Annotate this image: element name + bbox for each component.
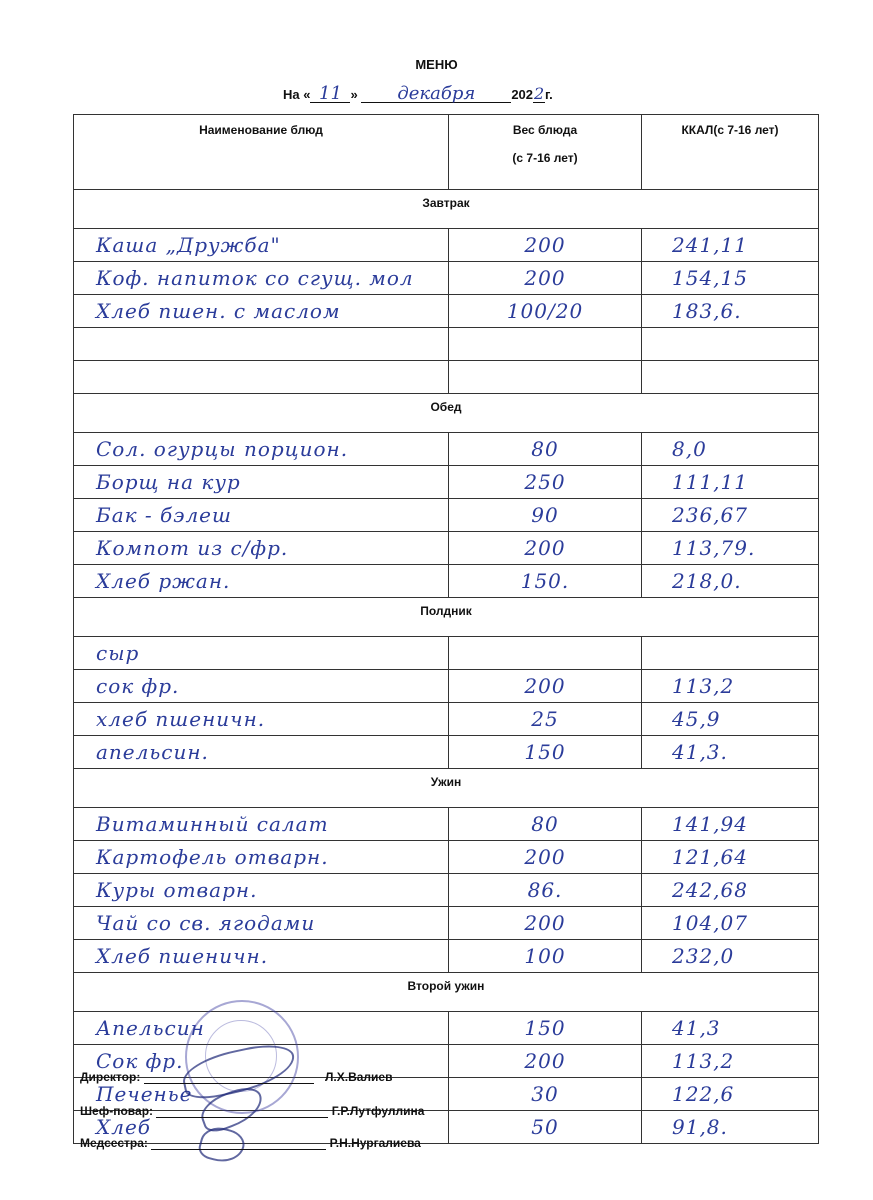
- table-row: [74, 670, 819, 703]
- dish-weight: 150.: [449, 565, 642, 598]
- dish-name: Борщ на кур: [74, 466, 449, 499]
- table-row: [74, 637, 819, 670]
- dish-name: сыр: [74, 637, 449, 670]
- dish-kcal: 121,64: [642, 841, 819, 874]
- table-row: [74, 295, 819, 328]
- date-prefix: На «: [283, 87, 311, 102]
- section-title-breakfast: Завтрак: [74, 190, 819, 229]
- table-row: [74, 262, 819, 295]
- signature-line-chef: [80, 1104, 424, 1118]
- dish-name: Сок фр.: [74, 1045, 449, 1078]
- dish-name: Апельсин: [74, 1012, 449, 1045]
- dish-weight: 200: [449, 229, 642, 262]
- table-row: [74, 532, 819, 565]
- date-mid: »: [350, 87, 358, 102]
- dish-name: Хлеб пшеничн.: [74, 940, 449, 973]
- dish-weight: 80: [449, 433, 642, 466]
- dish-kcal: [642, 328, 819, 361]
- dish-kcal: 113,79.: [642, 532, 819, 565]
- date-day: 11: [310, 86, 350, 103]
- table-row: [74, 361, 819, 394]
- dish-weight: [449, 361, 642, 394]
- dish-kcal: 122,6: [642, 1078, 819, 1111]
- dish-kcal: 113,2: [642, 670, 819, 703]
- dish-kcal: 232,0: [642, 940, 819, 973]
- dish-weight: 250: [449, 466, 642, 499]
- dish-kcal: 154,15: [642, 262, 819, 295]
- dish-weight: 200: [449, 841, 642, 874]
- dish-name: Бак - бэлеш: [74, 499, 449, 532]
- dish-name: апельсин.: [74, 736, 449, 769]
- dish-kcal: 91,8.: [642, 1111, 819, 1144]
- dish-name: сок фр.: [74, 670, 449, 703]
- dish-kcal: 41,3: [642, 1012, 819, 1045]
- dish-name: Картофель отварн.: [74, 841, 449, 874]
- dish-weight: 150: [449, 736, 642, 769]
- menu-title: МЕНЮ: [415, 57, 458, 72]
- date-year-prefix: 202: [511, 87, 534, 102]
- table-row: [74, 466, 819, 499]
- menu-date-line: [283, 83, 553, 104]
- dish-kcal: [642, 361, 819, 394]
- signature-person: Л.Х.Валиев: [325, 1070, 393, 1084]
- date-month: декабря: [361, 86, 511, 103]
- dish-kcal: 45,9: [642, 703, 819, 736]
- column-header-weight-line2: (с 7-16 лет): [512, 151, 578, 165]
- dish-weight: 200: [449, 670, 642, 703]
- table-row: [74, 1012, 819, 1045]
- dish-name: Каша „Дружба": [74, 229, 449, 262]
- dish-name: Хлеб ржан.: [74, 565, 449, 598]
- dish-weight: 30: [449, 1078, 642, 1111]
- dish-weight: 200: [449, 907, 642, 940]
- table-row: [74, 736, 819, 769]
- date-year-end: г.: [545, 87, 553, 102]
- signature-person: Г.Р.Лутфуллина: [331, 1104, 425, 1118]
- menu-table-header: [74, 115, 819, 190]
- signature-line-director: [80, 1070, 392, 1084]
- column-header-weight-line1: Вес блюда: [512, 123, 578, 137]
- dish-weight: 200: [449, 1045, 642, 1078]
- dish-name: Сол. огурцы порцион.: [74, 433, 449, 466]
- table-row: [74, 565, 819, 598]
- dish-name: Печенье: [74, 1078, 449, 1111]
- date-year-suffix: 2: [533, 84, 545, 103]
- dish-kcal: [642, 637, 819, 670]
- dish-name: Витаминный салат: [74, 808, 449, 841]
- dish-kcal: 111,11: [642, 466, 819, 499]
- table-row: [74, 499, 819, 532]
- dish-name: Хлеб пшен. с маслом: [74, 295, 449, 328]
- dish-name: Компот из с/фр.: [74, 532, 449, 565]
- dish-name: [74, 328, 449, 361]
- table-row: [74, 703, 819, 736]
- column-header-kcal: ККАЛ(с 7-16 лет): [642, 115, 819, 190]
- dish-kcal: 8,0: [642, 433, 819, 466]
- dish-weight: 200: [449, 532, 642, 565]
- signature-person: Р.Н.Нургалиева: [329, 1136, 421, 1150]
- menu-table: [73, 114, 819, 1144]
- dish-weight: 86.: [449, 874, 642, 907]
- dish-name: [74, 361, 449, 394]
- dish-kcal: 183,6.: [642, 295, 819, 328]
- table-row: [74, 808, 819, 841]
- dish-kcal: 41,3.: [642, 736, 819, 769]
- dish-kcal: 241,11: [642, 229, 819, 262]
- dish-weight: 150: [449, 1012, 642, 1045]
- dish-weight: 50: [449, 1111, 642, 1144]
- dish-kcal: 242,68: [642, 874, 819, 907]
- dish-name: Коф. напиток со сгущ. мол: [74, 262, 449, 295]
- section-title-dinner: Ужин: [74, 769, 819, 808]
- dish-name: Хлеб: [74, 1111, 449, 1144]
- dish-kcal: 104,07: [642, 907, 819, 940]
- dish-kcal: 141,94: [642, 808, 819, 841]
- dish-weight: 80: [449, 808, 642, 841]
- signature-role: Шеф-повар:: [80, 1104, 154, 1118]
- section-title-second-dinner: Второй ужин: [74, 973, 819, 1012]
- column-header-weight: [449, 115, 642, 190]
- table-row: [74, 940, 819, 973]
- dish-kcal: 236,67: [642, 499, 819, 532]
- dish-weight: [449, 637, 642, 670]
- column-header-name: Наименование блюд: [74, 115, 449, 190]
- table-row: [74, 433, 819, 466]
- table-row: [74, 328, 819, 361]
- table-row: [74, 841, 819, 874]
- signature-role: Директор:: [80, 1070, 141, 1084]
- dish-weight: 90: [449, 499, 642, 532]
- dish-weight: 200: [449, 262, 642, 295]
- dish-kcal: 218,0.: [642, 565, 819, 598]
- dish-name: Куры отварн.: [74, 874, 449, 907]
- section-title-snack: Полдник: [74, 598, 819, 637]
- dish-kcal: 113,2: [642, 1045, 819, 1078]
- dish-weight: 100/20: [449, 295, 642, 328]
- table-row: [74, 907, 819, 940]
- dish-name: Чай со св. ягодами: [74, 907, 449, 940]
- dish-name: хлеб пшеничн.: [74, 703, 449, 736]
- dish-weight: [449, 328, 642, 361]
- dish-weight: 100: [449, 940, 642, 973]
- signature-line-nurse: [80, 1136, 421, 1150]
- table-row: [74, 229, 819, 262]
- table-row: [74, 874, 819, 907]
- dish-weight: 25: [449, 703, 642, 736]
- section-title-lunch: Обед: [74, 394, 819, 433]
- signature-role: Медсестра:: [80, 1136, 148, 1150]
